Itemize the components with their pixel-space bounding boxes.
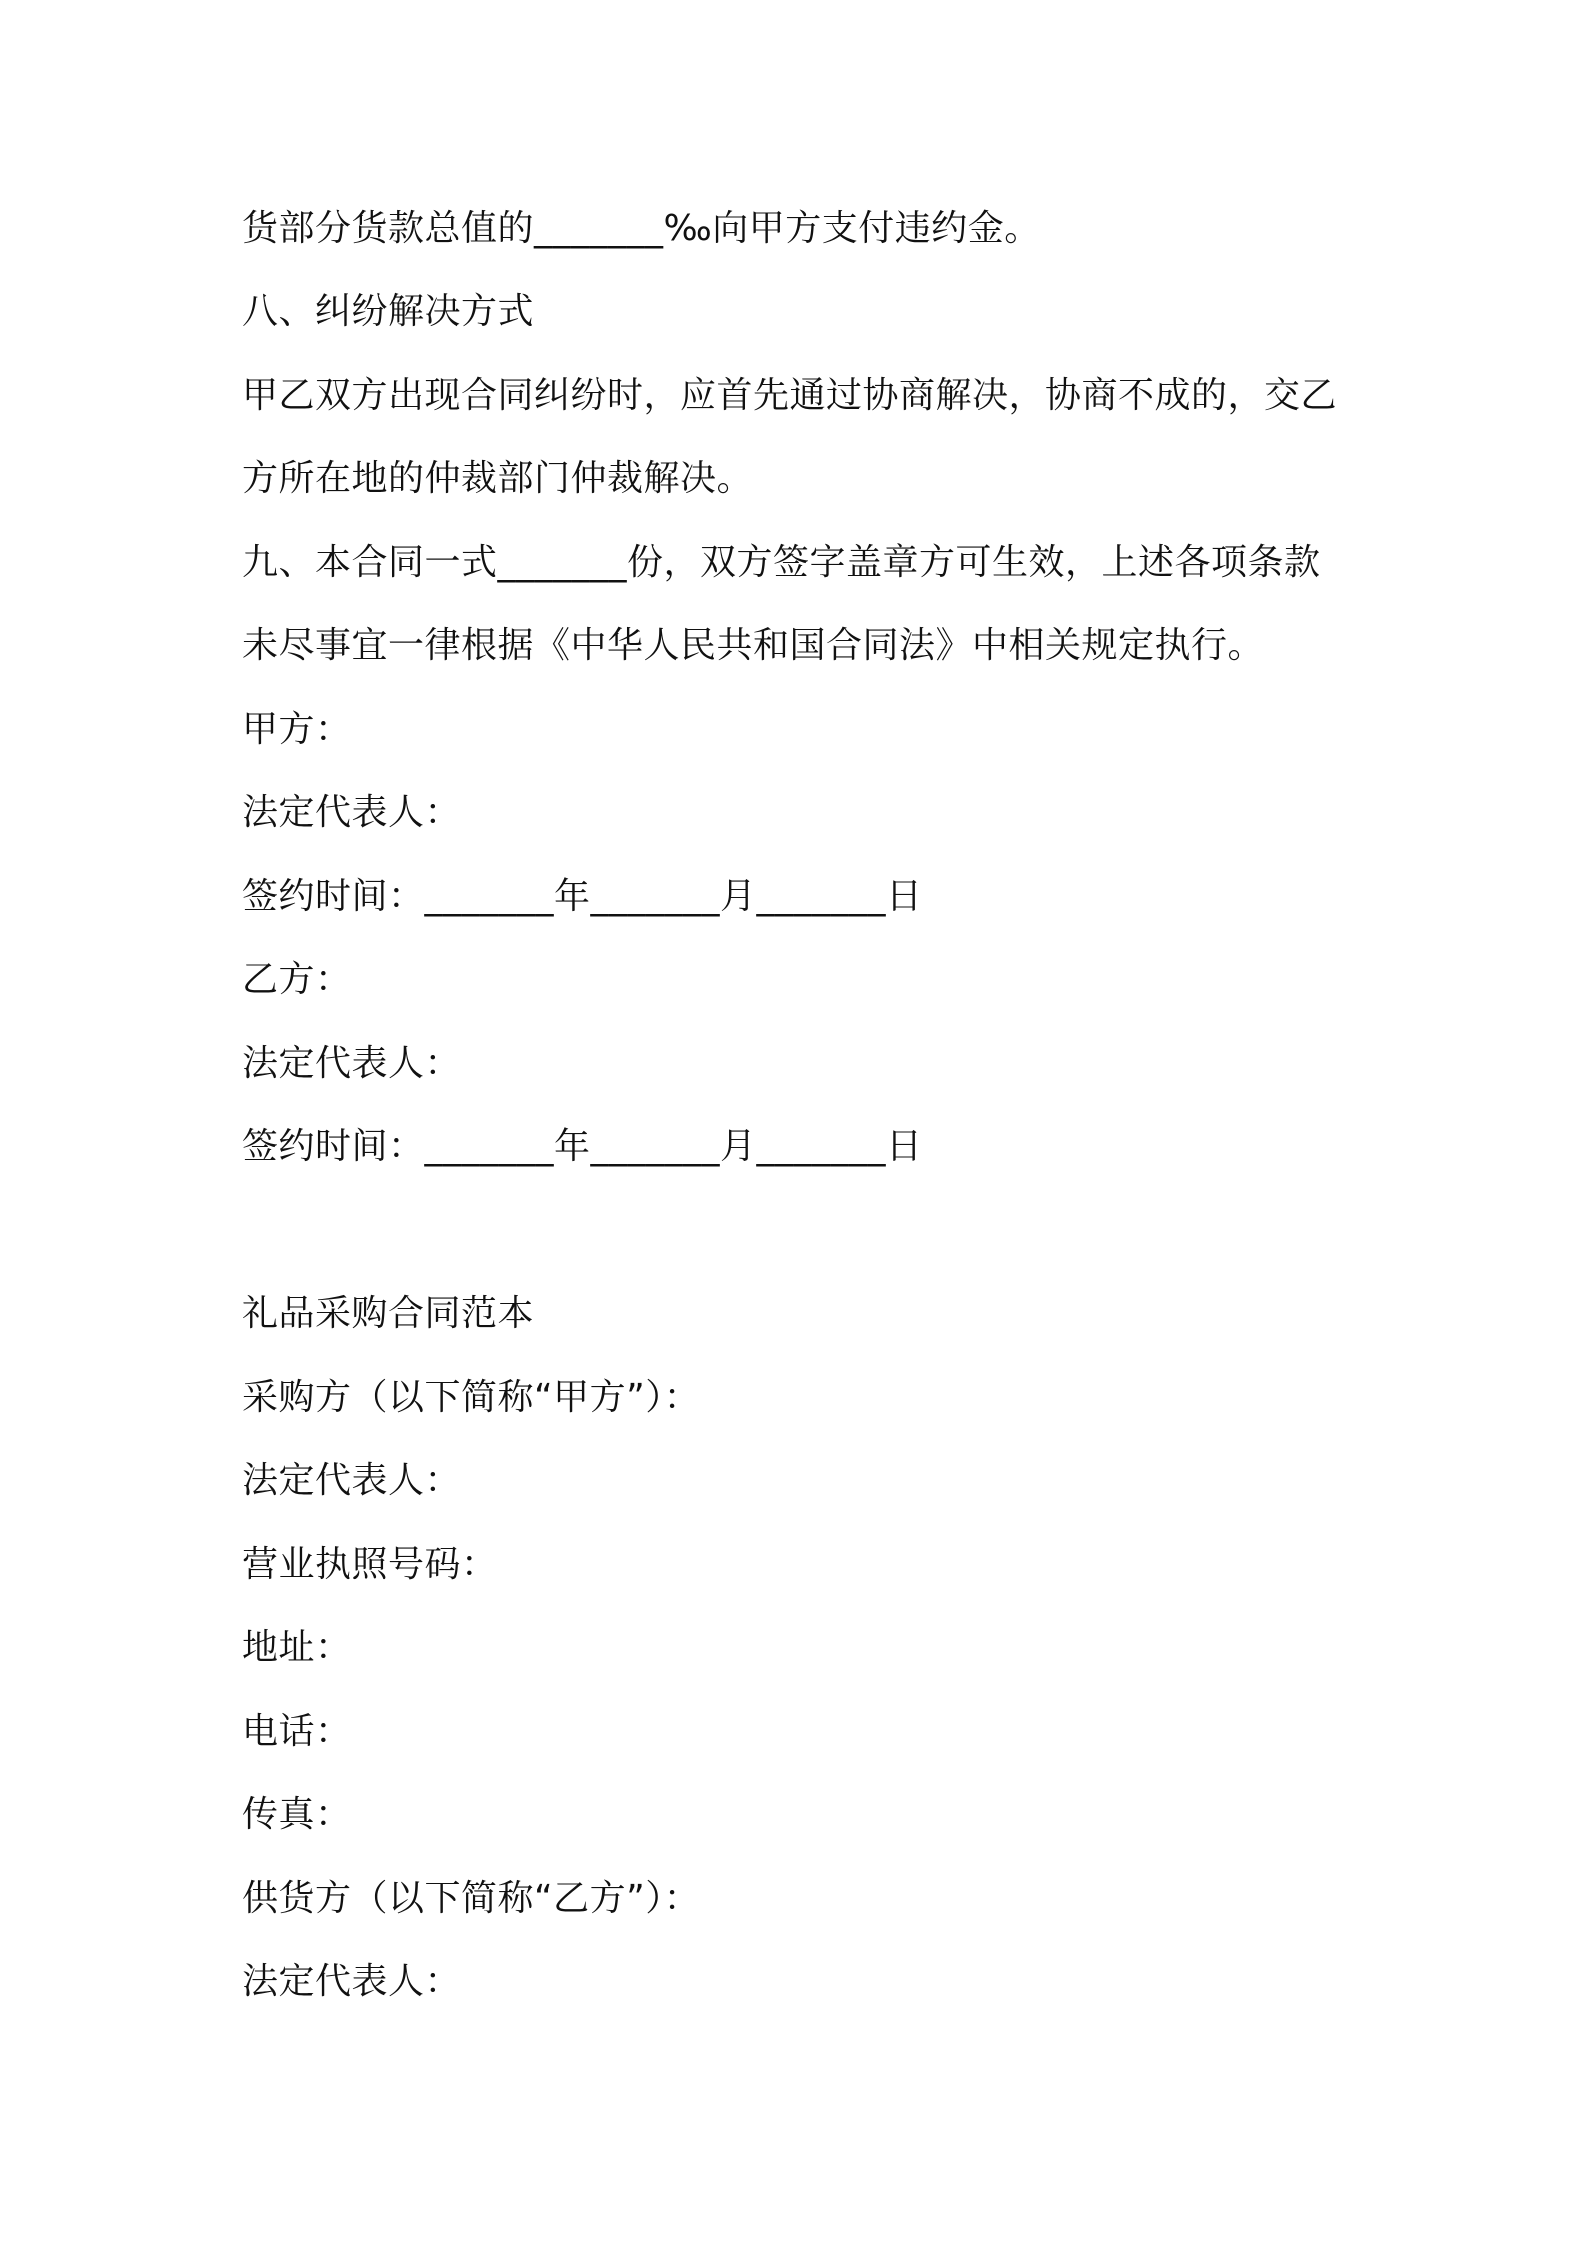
contract-title: 礼品采购合同范本 <box>242 1293 535 1334</box>
party-b-sign-date: 签约时间：_______年_______月_______日 <box>242 1126 923 1167</box>
section-9-line-2: 未尽事宜一律根据《中华人民共和国合同法》中相关规定执行。 <box>242 625 1265 666</box>
party-b-label: 乙方： <box>242 959 352 1000</box>
supplier-label: 供货方（以下简称“乙方”）： <box>242 1878 701 1919</box>
dispute-text-line-2: 方所在地的仲裁部门仲裁解决。 <box>242 458 754 499</box>
supplier-representative-label: 法定代表人： <box>242 1961 462 2002</box>
purchaser-representative-label: 法定代表人： <box>242 1460 462 1501</box>
section-8-heading: 八、纠纷解决方式 <box>242 291 535 332</box>
party-a-representative-label: 法定代表人： <box>242 792 462 833</box>
penalty-clause-line: 货部分货款总值的_______‰向甲方支付违约金。 <box>242 208 1041 249</box>
purchaser-label: 采购方（以下简称“甲方”）： <box>242 1377 701 1418</box>
dispute-text-line-1: 甲乙双方出现合同纠纷时，应首先通过协商解决，协商不成的，交乙 <box>242 375 1338 416</box>
business-license-label: 营业执照号码： <box>242 1544 498 1585</box>
phone-label: 电话： <box>242 1711 352 1752</box>
party-a-label: 甲方： <box>242 709 352 750</box>
party-b-representative-label: 法定代表人： <box>242 1043 462 1084</box>
address-label: 地址： <box>242 1627 352 1668</box>
section-9-line-1: 九、本合同一式_______份，双方签字盖章方可生效，上述各项条款 <box>242 542 1321 583</box>
fax-label: 传真： <box>242 1794 352 1835</box>
party-a-sign-date: 签约时间：_______年_______月_______日 <box>242 876 923 917</box>
